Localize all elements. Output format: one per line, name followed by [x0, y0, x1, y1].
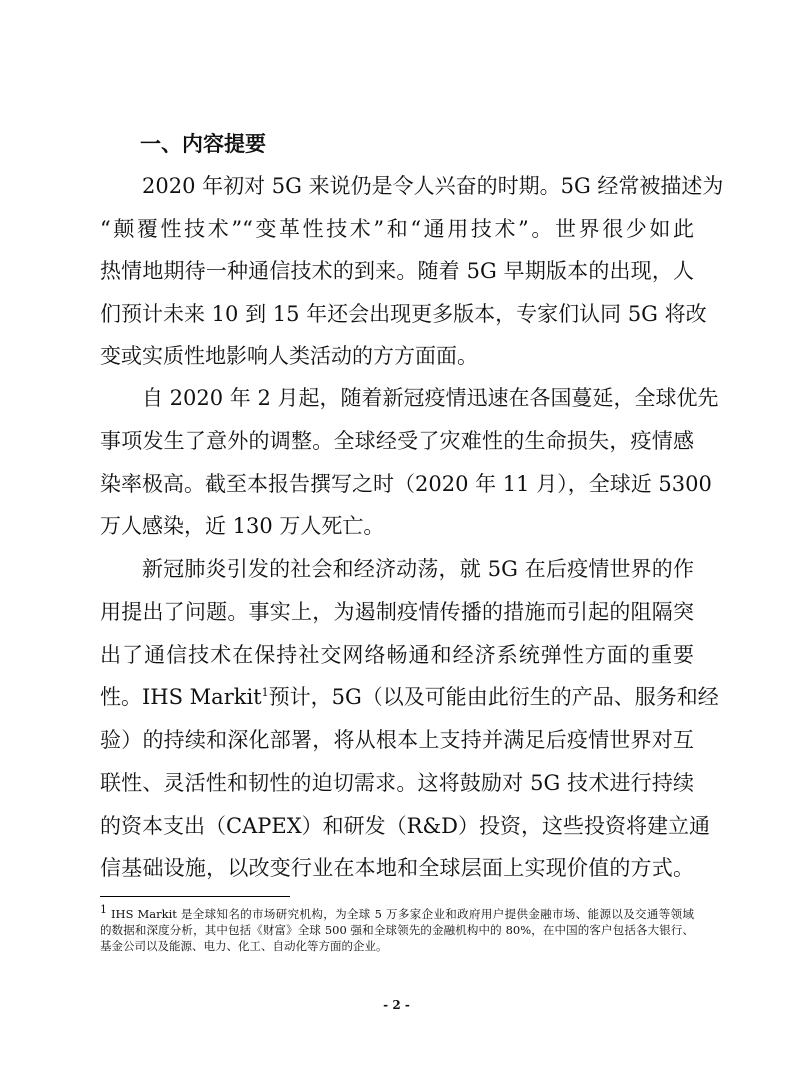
text-line: 们预计未来 10 到 15 年还会出现更多版本，专家们认同 5G 将改	[100, 302, 707, 326]
footnote-reference[interactable]: 1	[261, 686, 269, 699]
text-segment: 预计，5G（以及可能由此衍生的产品、服务和经	[268, 685, 719, 709]
text-line: 变或实质性地影响人类活动的方方面面。	[100, 344, 478, 368]
text-line: 联性、灵活性和韧性的迫切需求。这将鼓励对 5G 技术进行持续	[100, 771, 694, 795]
footnote-line	[100, 903, 694, 922]
text-line: 信基础设施，以改变行业在本地和全球层面上实现价值的方式。	[100, 856, 694, 880]
text-line: 用提出了问题。事实上，为遏制疫情传播的措施而引起的阻隔突	[100, 600, 694, 624]
text-line: 的资本支出（CAPEX）和研发（R&D）投资，这些投资将建立通	[100, 814, 710, 838]
footnote-line: 基金公司以及能源、电力、化工、自动化等方面的企业。	[100, 939, 388, 953]
text-line	[100, 683, 719, 711]
text-line: 事项发生了意外的调整。全球经受了灾难性的生命损失，疫情感	[100, 429, 694, 453]
text-line: 验）的持续和深化部署，将从根本上支持并满足后疫情世界对互	[100, 728, 694, 752]
text-line: 自 2020 年 2 月起，随着新冠疫情迅速在各国蔓延，全球优先	[142, 386, 719, 410]
text-line: “颠覆性技术”“变革性技术”和“通用技术”。世界很少如此	[100, 217, 694, 241]
text-line: 2020 年初对 5G 来说仍是令人兴奋的时期。5G 经常被描述为	[142, 174, 724, 198]
page-number: - 2 -	[383, 998, 410, 1012]
footnote-text: IHS Markit 是全球知名的市场研究机构，为全球 5 万多家企业和政府用户提供金融市场、能源以及交通等领域	[111, 907, 694, 921]
text-line: 新冠肺炎引发的社会和经济动荡，就 5G 在后疫情世界的作	[142, 557, 694, 581]
text-line: 热情地期待一种通信技术的到来。随着 5G 早期版本的出现，人	[100, 259, 694, 283]
section-heading: 一、内容提要	[140, 132, 266, 156]
text-line: 万人感染，近 130 万人死亡。	[100, 514, 385, 538]
footnote-line: 的数据和深度分析，其中包括《财富》全球 500 强和全球领先的金融机构中的 80%，在中国的客户包括各大银行、	[100, 923, 694, 937]
footnote-divider	[100, 896, 290, 897]
text-segment: 性。IHS Markit	[100, 685, 262, 709]
text-line: 出了通信技术在保持社交网络畅通和经济系统弹性方面的重要	[100, 643, 694, 667]
text-line: 染率极高。截至本报告撰写之时（2020 年 11 月），全球近 5300	[100, 472, 712, 496]
footnote-marker: 1	[100, 903, 107, 917]
